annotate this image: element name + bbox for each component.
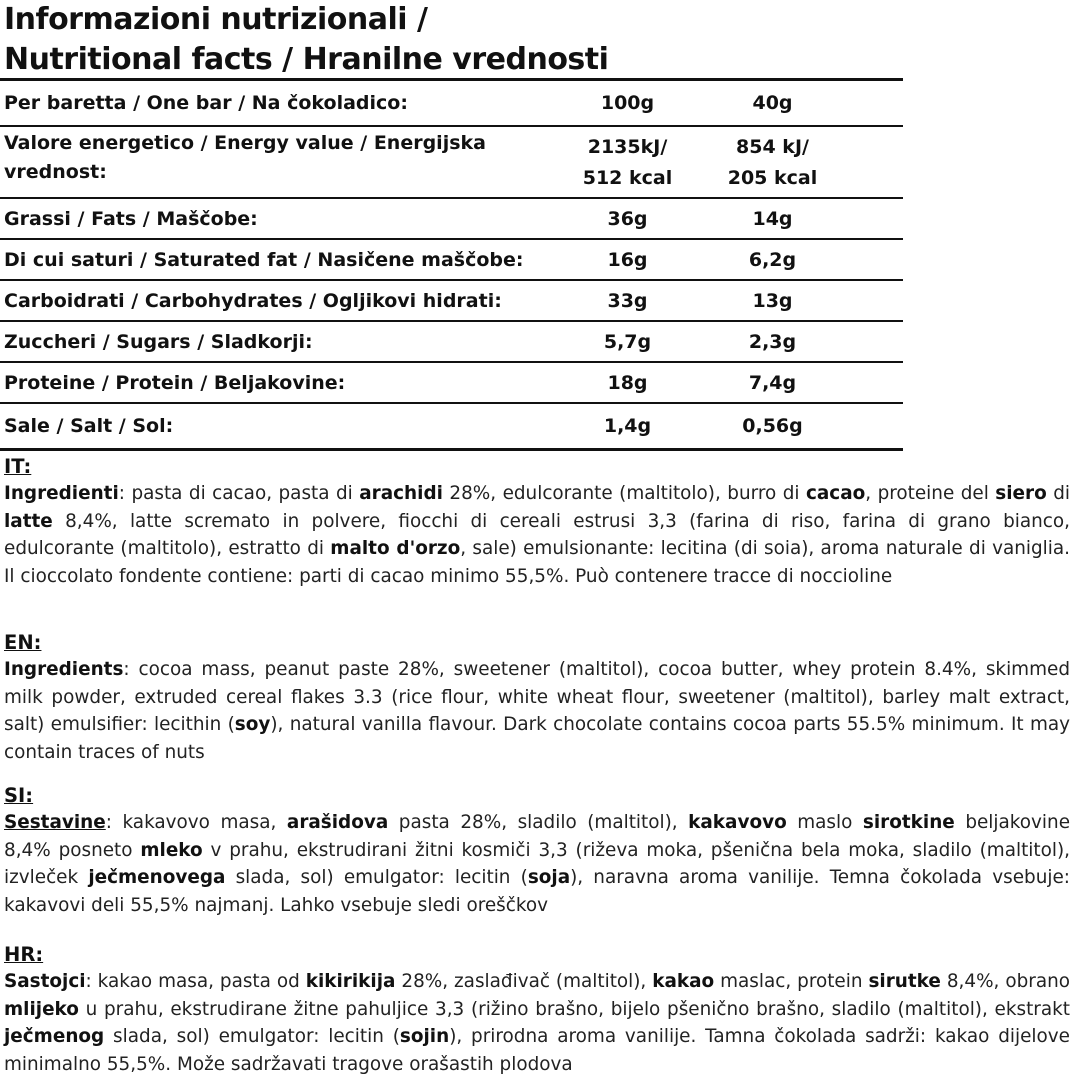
title-line-1: Informazioni nutrizionali / [4,2,428,37]
ingredients-heading-it: Ingredienti [4,483,119,504]
nutrition-table [0,78,903,451]
text-run: : pasta di cacao, pasta di [118,483,360,504]
table-spacer [845,126,903,198]
text-run: 8,4%, latte scremato in polvere, fiocchi di cereali estrusi 3,3 (farina di riso, farina di grano bianco, edulcorante (maltitolo), estratto di [4,510,1070,559]
table-spacer [845,239,903,280]
text-run: : kakavovo masa, [105,812,287,833]
energy-40g-kj: 854 kJ/ [736,136,809,158]
row-value-100g: 16g [607,248,648,271]
allergen: ječmenovega [88,867,226,888]
allergen: kakao [652,971,715,992]
text-run: ), naravna aroma vanilije. Temna čokolada vsebuje: kakavovi deli 55,5% najmanj. Lahko vsebuje sledi oreščkov [4,867,1070,916]
allergen: soja [527,867,571,888]
lang-label-hr: HR: [4,943,44,966]
ingredients-hr [4,968,1070,1078]
page-title [4,0,608,80]
text-run: beljakovine 8,4% posneto [4,812,1071,861]
section-hr [4,941,1070,1078]
energy-100g [555,126,700,198]
ingredients-heading-hr: Sastojci [4,971,86,992]
lang-label-si: SI: [4,784,34,807]
ingredients-it [4,480,1070,590]
allergen: kikirikija [305,971,396,992]
table-spacer [845,362,903,403]
header-col-40g: 40g [752,92,793,114]
text-run: 8,4%, obrano [940,971,1071,992]
allergen: arachidi [359,483,443,504]
ingredients-si [4,809,1070,919]
allergen: latte [4,510,53,532]
table-row [0,321,903,362]
lang-label-it: IT: [4,455,32,478]
header-label: Per baretta / One bar / Na čokoladico: [4,92,408,114]
allergen: sirotkine [862,812,955,833]
allergen: mlijeko [4,998,79,1020]
ingredients-en [4,656,1070,766]
text-run: ), natural vanilla flavour. Dark chocolate contains cocoa parts 55.5% minimum. It may contain traces of nuts [4,714,1071,763]
table-row [0,198,903,239]
allergen: siero [995,483,1047,504]
section-si [4,782,1070,919]
title-line-2: Nutritional facts / Hranilne vrednosti [4,42,609,77]
lang-label-en: EN: [4,631,42,654]
text-run: slada, sol) emulgator: lecitin ( [104,1026,400,1047]
table-row [0,403,903,450]
row-value-40g: 7,4g [748,371,797,394]
table-row [0,362,903,403]
row-value-100g: 18g [607,371,648,394]
text-run: maslo [786,812,863,833]
ingredients-heading-si: Sestavine [4,812,106,833]
energy-row [0,126,903,198]
allergen: sojin [399,1026,450,1047]
text-run: pasta 28%, sladilo (maltitol), [388,812,689,833]
text-run: ), prirodna aroma vanilije. Tamna čokolada sadrži: kakao dijelove minimalno 55,5%. Može sadržavati tragove orašastih plodova [4,1026,1070,1075]
allergen: mleko [140,839,203,861]
energy-40g [700,126,845,198]
text-run: 28%, edulcorante (maltitolo), burro di [442,483,806,504]
energy-label-line-2: vrednost: [4,161,107,183]
row-value-40g: 0,56g [742,415,803,437]
row-value-40g: 13g [752,289,793,312]
allergen: arašidova [286,812,389,833]
table-row [0,239,903,280]
energy-40g-kcal: 205 kcal [727,167,818,189]
row-label: Sale / Salt / Sol: [4,415,174,437]
table-spacer [845,280,903,321]
energy-label-line-1: Valore energetico / Energy value / Energijska [4,132,486,154]
text-run: maslac, protein [714,971,869,992]
allergen: malto d'orzo [330,538,461,559]
allergen: kakavovo [688,812,787,833]
row-value-40g: 2,3g [748,330,797,353]
section-en [4,629,1070,766]
allergen: sirutke [868,971,941,992]
table-spacer [845,321,903,362]
allergen: ječmenog [4,1026,105,1047]
text-run: : kakao masa, pasta od [85,971,306,992]
row-value-100g: 1,4g [603,415,652,437]
allergen: soy [234,714,271,735]
row-value-40g: 6,2g [748,248,797,271]
table-spacer [845,198,903,239]
row-label: Di cui saturi / Saturated fat / Nasičene maščobe: [4,248,524,271]
text-run: v prahu, ekstrudirani žitni kosmiči 3,3 (riževa moka, pšenična bela moka, sladilo (maltitol), izvleček [4,839,1070,888]
energy-100g-kcal: 512 kcal [582,167,673,189]
text-run: slada, sol) emulgator: lecitin ( [225,867,528,888]
ingredients-heading-en: Ingredients [4,659,124,680]
row-label: Proteine / Protein / Beljakovine: [4,371,346,394]
table-row [0,280,903,321]
row-label: Zuccheri / Sugars / Sladkorji: [4,330,313,353]
row-label: Carboidrati / Carbohydrates / Ogljikovi hidrati: [4,289,502,312]
row-value-100g: 36g [607,207,648,230]
section-it [4,453,1070,590]
allergen: cacao [805,483,866,504]
table-spacer [845,80,903,127]
row-value-100g: 5,7g [603,330,652,353]
text-run: : cocoa mass, peanut paste 28%, sweetener (maltitol), cocoa butter, whey protein 8.4%, skimmed milk powder, extruded cereal flakes 3.3 (rice flour, white wheat flour, sweetener (maltitol), barley malt extract, salt) emulsifier: lecithin ( [4,659,1070,735]
text-run: u prahu, ekstrudirane žitne pahuljice 3,3 (rižino brašno, bijelo pšenično brašno, sladilo (maltitol), ekstrakt [78,998,1070,1020]
row-value-40g: 14g [752,207,793,230]
text-run: , sale) emulsionante: lecitina (di soia), aroma naturale di vaniglia. Il cioccolato fondente contiene: parti di cacao minimo 55,5%. Può contenere tracce di noccioline [4,538,1071,587]
row-label: Grassi / Fats / Maščobe: [4,207,258,230]
table-spacer [845,403,903,450]
text-run: , proteine del [865,483,996,504]
text-run: 28%, zaslađivač (maltitol), [395,971,653,992]
energy-label [0,126,555,198]
text-run: di [1046,483,1070,504]
energy-100g-kj: 2135kJ/ [587,136,668,158]
header-col-100g: 100g [600,92,655,114]
table-header-row [0,80,903,127]
row-value-100g: 33g [607,289,648,312]
